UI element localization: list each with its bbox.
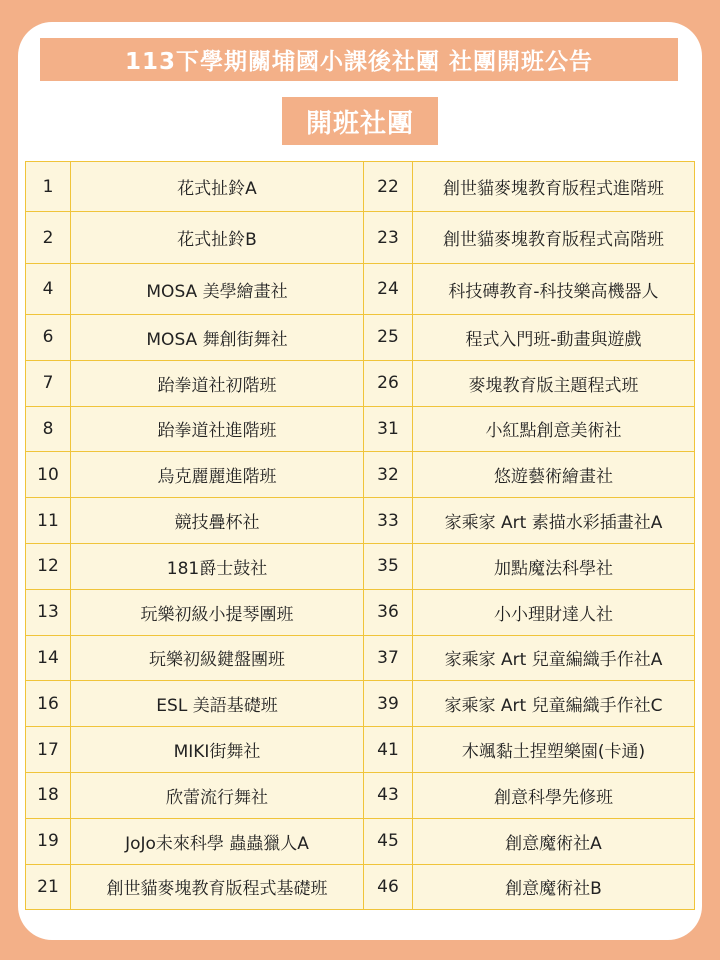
club-name: 烏克麗麗進階班: [71, 452, 364, 498]
club-name: 玩樂初級小提琴團班: [71, 589, 364, 635]
club-number: 45: [364, 818, 413, 864]
club-number: 39: [364, 681, 413, 727]
club-number: 43: [364, 772, 413, 818]
table-row: [26, 452, 695, 498]
club-name: 創意魔術社A: [413, 818, 695, 864]
club-name: 家乘家 Art 素描水彩插畫社A: [413, 498, 695, 544]
club-number: 10: [26, 452, 71, 498]
club-number: 37: [364, 635, 413, 681]
table-row: [26, 315, 695, 361]
club-number: 21: [26, 864, 71, 910]
club-name: 跆拳道社初階班: [71, 360, 364, 406]
club-name: 小紅點創意美術社: [413, 406, 695, 452]
club-number: 33: [364, 498, 413, 544]
table-row: [26, 772, 695, 818]
table-row: [26, 681, 695, 727]
club-name: 麥塊教育版主題程式班: [413, 360, 695, 406]
club-number: 46: [364, 864, 413, 910]
club-name: 跆拳道社進階班: [71, 406, 364, 452]
club-name: 創意科學先修班: [413, 772, 695, 818]
section-subtitle: 開班社團: [282, 97, 438, 145]
club-number: 32: [364, 452, 413, 498]
club-table-body: [26, 162, 695, 910]
club-name: 悠遊藝術繪畫社: [413, 452, 695, 498]
club-name: MIKI街舞社: [71, 727, 364, 773]
club-name: 花式扯鈴B: [71, 212, 364, 264]
club-name: 創世貓麥塊教育版程式高階班: [413, 212, 695, 264]
club-number: 19: [26, 818, 71, 864]
club-name: 小小理財達人社: [413, 589, 695, 635]
page-title: 113下學期關埔國小課後社團 社團開班公告: [40, 38, 678, 81]
club-number: 7: [26, 360, 71, 406]
table-row: [26, 635, 695, 681]
club-number: 41: [364, 727, 413, 773]
club-name: 創意魔術社B: [413, 864, 695, 910]
club-table: [25, 161, 695, 910]
club-number: 6: [26, 315, 71, 361]
club-number: 11: [26, 498, 71, 544]
table-row: [26, 264, 695, 315]
club-number: 23: [364, 212, 413, 264]
club-number: 35: [364, 543, 413, 589]
table-row: [26, 498, 695, 544]
club-number: 14: [26, 635, 71, 681]
club-name: 玩樂初級鍵盤團班: [71, 635, 364, 681]
club-name: MOSA 美學繪畫社: [71, 264, 364, 315]
club-number: 13: [26, 589, 71, 635]
table-row: [26, 406, 695, 452]
table-row: [26, 543, 695, 589]
club-name: 家乘家 Art 兒童編織手作社A: [413, 635, 695, 681]
club-number: 22: [364, 162, 413, 212]
table-row: [26, 818, 695, 864]
club-number: 1: [26, 162, 71, 212]
club-number: 16: [26, 681, 71, 727]
club-name: 木颯黏土捏塑樂園(卡通): [413, 727, 695, 773]
table-row: [26, 360, 695, 406]
table-row: [26, 162, 695, 212]
club-number: 36: [364, 589, 413, 635]
club-number: 4: [26, 264, 71, 315]
club-number: 26: [364, 360, 413, 406]
club-name: 欣蕾流行舞社: [71, 772, 364, 818]
club-name: 創世貓麥塊教育版程式進階班: [413, 162, 695, 212]
table-row: [26, 589, 695, 635]
club-name: 競技疊杯社: [71, 498, 364, 544]
club-number: 2: [26, 212, 71, 264]
club-name: 創世貓麥塊教育版程式基礎班: [71, 864, 364, 910]
club-name: MOSA 舞創街舞社: [71, 315, 364, 361]
club-number: 17: [26, 727, 71, 773]
club-name: ESL 美語基礎班: [71, 681, 364, 727]
club-number: 31: [364, 406, 413, 452]
club-name: JoJo未來科學 蟲蟲獵人A: [71, 818, 364, 864]
club-number: 8: [26, 406, 71, 452]
club-name: 科技磚教育-科技樂高機器人: [413, 264, 695, 315]
club-name: 程式入門班-動畫與遊戲: [413, 315, 695, 361]
table-row: [26, 727, 695, 773]
club-name: 家乘家 Art 兒童編織手作社C: [413, 681, 695, 727]
table-row: [26, 212, 695, 264]
club-number: 25: [364, 315, 413, 361]
club-name: 加點魔法科學社: [413, 543, 695, 589]
club-number: 24: [364, 264, 413, 315]
table-row: [26, 864, 695, 910]
club-name: 花式扯鈴A: [71, 162, 364, 212]
club-number: 12: [26, 543, 71, 589]
club-name: 181爵士鼓社: [71, 543, 364, 589]
club-number: 18: [26, 772, 71, 818]
